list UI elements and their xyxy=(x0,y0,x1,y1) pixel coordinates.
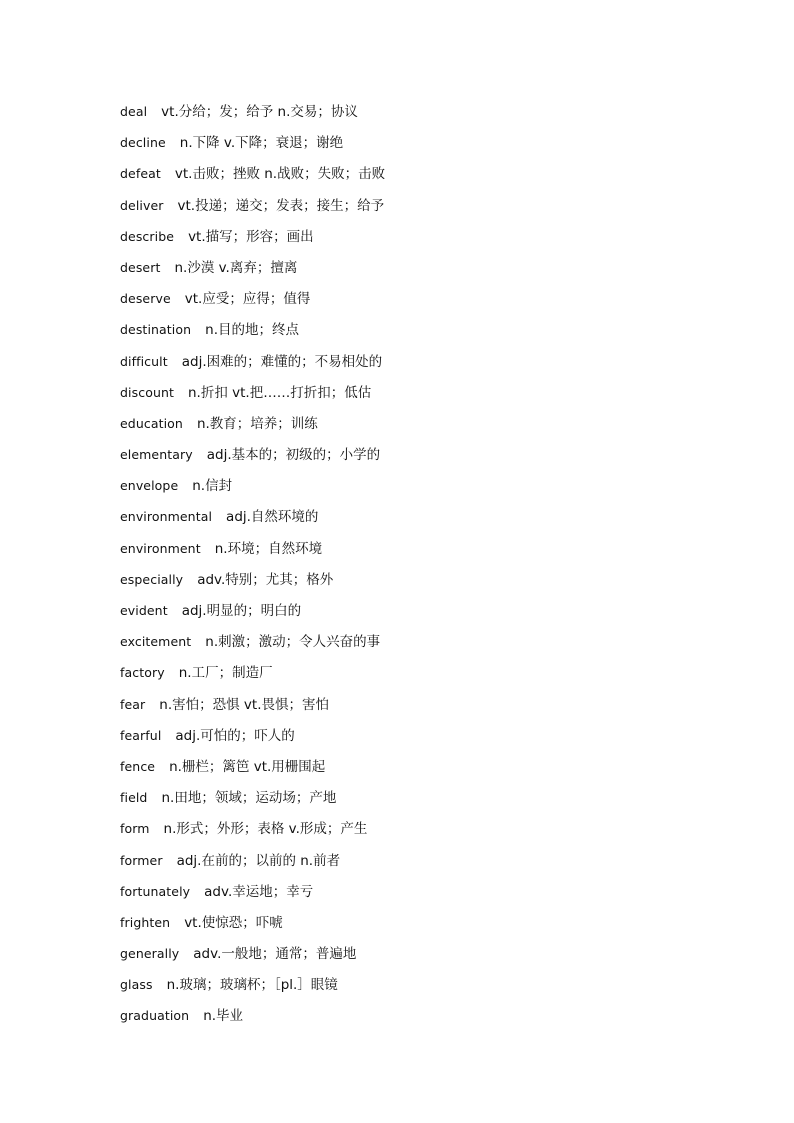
vocab-definition: n.栅栏；篱笆 vt.用栅围起 xyxy=(169,758,326,775)
vocab-entry xyxy=(120,787,385,818)
vocab-word: form xyxy=(120,821,150,837)
vocab-definition: vt.分给；发；给予 n.交易；协议 xyxy=(161,104,358,120)
vocab-word: deal xyxy=(120,104,148,119)
vocab-word: envelope xyxy=(120,478,179,494)
vocab-entry xyxy=(120,163,385,194)
vocab-entry xyxy=(120,538,385,569)
vocab-entry xyxy=(120,257,385,288)
vocab-definition: n.下降 v.下降；衰退；谢绝 xyxy=(179,135,344,152)
vocab-definition: adj.在前的；以前的 n.前者 xyxy=(176,852,341,869)
vocab-word: difficult xyxy=(120,353,168,369)
vocab-definition: n.形式；外形；表格 v.形成；产生 xyxy=(163,821,368,838)
vocab-word: glass xyxy=(120,977,153,993)
vocab-definition: vt.击败；挫败 n.战败；失败；击败 xyxy=(174,166,386,183)
vocab-entry xyxy=(120,662,385,693)
vocab-definition: n.沙漠 v.离弃；擅离 xyxy=(174,259,298,276)
vocab-word: generally xyxy=(120,946,180,962)
vocab-word: deliver xyxy=(120,197,164,213)
vocab-word: defeat xyxy=(120,166,161,182)
vocab-definition: n.田地；领域；运动场；产地 xyxy=(161,790,337,807)
vocab-entry xyxy=(120,569,385,600)
vocab-definition: adj.可怕的；吓人的 xyxy=(175,727,295,744)
vocab-word: excitement xyxy=(120,634,192,650)
vocab-definition: vt.描写；形容；画出 xyxy=(188,228,314,245)
vocab-entry xyxy=(120,413,385,444)
vocab-word: fear xyxy=(120,696,146,712)
vocab-entry xyxy=(120,351,385,382)
vocab-word: fortunately xyxy=(120,883,191,899)
vocab-entry xyxy=(120,288,385,319)
vocab-entry xyxy=(120,943,385,974)
vocab-entry xyxy=(120,725,385,756)
vocab-entry xyxy=(120,101,385,132)
vocab-word: fence xyxy=(120,758,156,774)
vocab-definition: n.信封 xyxy=(192,478,233,495)
vocab-entry xyxy=(120,756,385,787)
vocab-entry xyxy=(120,444,385,475)
vocab-word: destination xyxy=(120,322,192,338)
vocab-word: fearful xyxy=(120,727,162,743)
vocab-word: environmental xyxy=(120,509,213,525)
vocab-definition: vt.应受；应得；值得 xyxy=(184,291,311,308)
vocab-definition: vt.使惊恐；吓唬 xyxy=(184,914,283,931)
vocab-word: describe xyxy=(120,228,175,244)
vocab-word: factory xyxy=(120,665,165,681)
vocab-definition: adv.幸运地；幸亏 xyxy=(204,883,314,900)
vocab-definition: n.刺激；激动；令人兴奋的事 xyxy=(205,634,381,651)
vocab-definition: n.目的地；终点 xyxy=(205,322,299,339)
vocab-entry xyxy=(120,694,385,725)
vocab-entry xyxy=(120,631,385,662)
vocab-definition: adj.基本的；初级的；小学的 xyxy=(206,447,381,464)
vocab-entry xyxy=(120,382,385,413)
vocab-entry xyxy=(120,974,385,1005)
vocab-entry xyxy=(120,881,385,912)
vocabulary-list xyxy=(120,101,385,1037)
vocab-word: evident xyxy=(120,603,168,618)
vocab-definition: adv.一般地；通常；普遍地 xyxy=(193,946,357,963)
vocab-definition: adv.特别；尤其；格外 xyxy=(197,571,334,588)
vocab-entry xyxy=(120,912,385,943)
vocab-entry xyxy=(120,1005,385,1036)
vocab-definition: n.环境；自然环境 xyxy=(214,540,323,557)
vocab-definition: adj.自然环境的 xyxy=(226,509,319,526)
vocab-entry xyxy=(120,319,385,350)
vocab-entry xyxy=(120,818,385,849)
vocab-word: field xyxy=(120,790,148,806)
vocab-entry xyxy=(120,600,385,631)
vocab-definition: n.工厂；制造厂 xyxy=(178,665,273,682)
vocab-definition: n.折扣 vt.把……打折扣；低估 xyxy=(188,384,372,401)
vocab-word: especially xyxy=(120,571,184,587)
vocab-entry xyxy=(120,506,385,537)
vocab-entry xyxy=(120,195,385,226)
vocab-word: discount xyxy=(120,384,174,400)
vocab-word: decline xyxy=(120,135,166,151)
vocab-word: deserve xyxy=(120,291,171,307)
vocab-entry xyxy=(120,850,385,881)
vocab-word: former xyxy=(120,852,163,868)
vocab-word: environment xyxy=(120,540,201,556)
vocab-definition: vt.投递；递交；发表；接生；给予 xyxy=(177,197,385,214)
vocab-word: frighten xyxy=(120,914,171,930)
vocab-definition: n.玻璃；玻璃杯；［pl.］眼镜 xyxy=(166,977,338,994)
vocab-definition: n.毕业 xyxy=(203,1008,244,1025)
vocab-word: graduation xyxy=(120,1008,190,1024)
vocab-word: elementary xyxy=(120,447,193,463)
vocab-word: desert xyxy=(120,259,161,275)
vocab-definition: n.害怕；恐惧 vt.畏惧；害怕 xyxy=(159,696,330,713)
vocab-definition: adj.困难的；难懂的；不易相处的 xyxy=(181,353,383,370)
vocab-entry xyxy=(120,226,385,257)
vocab-entry xyxy=(120,132,385,163)
vocab-word: education xyxy=(120,415,183,431)
vocab-definition: adj.明显的；明白的 xyxy=(181,603,302,619)
vocab-definition: n.教育；培养；训练 xyxy=(196,415,318,432)
vocab-entry xyxy=(120,475,385,506)
